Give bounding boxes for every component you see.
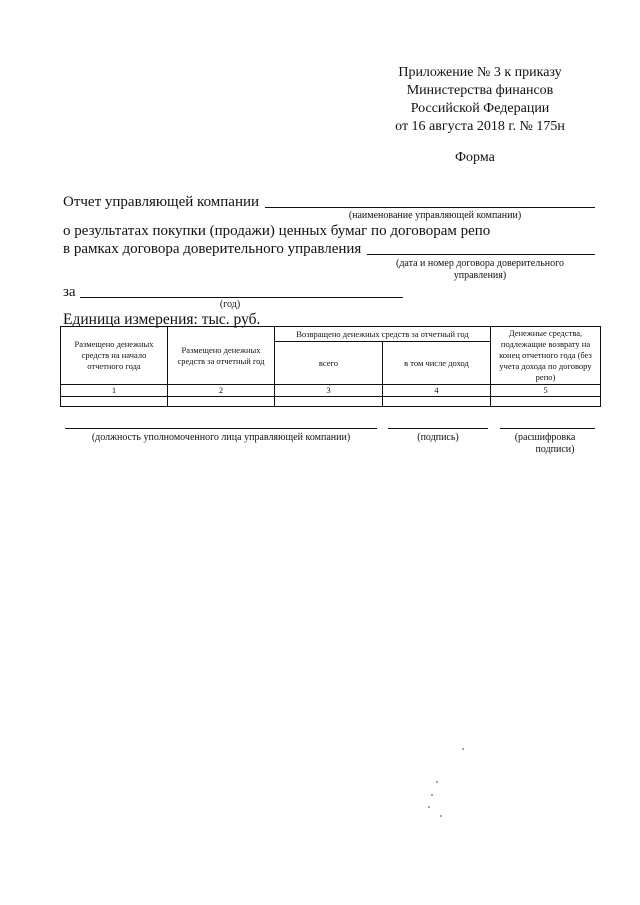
col-header-to-return: Денежные средства, подлежащие возврату на конец отчетного года (без учета дохода по договору репо) [491, 327, 601, 385]
appendix-line-4: от 16 августа 2018 г. № 175н [395, 119, 565, 134]
year-caption: (год) [219, 299, 241, 310]
cell-placed-start[interactable] [61, 397, 168, 407]
scan-speck [436, 781, 438, 783]
col-header-placed-year: Размещено денежных средств за отчетный год [168, 327, 275, 385]
scan-speck [428, 806, 430, 808]
col-header-total: всего [275, 342, 383, 385]
decoding-caption-line-1: (расшифровка [514, 432, 576, 443]
table-row [61, 397, 601, 407]
report-title-prefix: Отчет управляющей компании [63, 194, 260, 210]
company-name-caption: (наименование управляющей компании) [348, 210, 522, 221]
signature-field[interactable] [388, 428, 488, 429]
position-caption: (должность уполномоченного лица управляющей компании) [91, 432, 351, 443]
cell-returned-total[interactable] [275, 397, 383, 407]
decoding-caption-line-2: подписи) [535, 444, 575, 455]
scan-speck [462, 748, 464, 750]
year-field[interactable] [80, 297, 403, 298]
signature-decoding-field[interactable] [500, 428, 595, 429]
contract-caption-line-1: (дата и номер договора доверительного [396, 258, 564, 269]
col-number-1: 1 [61, 385, 168, 397]
contract-caption-line-2: управления) [453, 270, 507, 281]
scan-speck [440, 815, 442, 817]
cell-placed-year[interactable] [168, 397, 275, 407]
col-number-3: 3 [275, 385, 383, 397]
signature-decoding-caption [495, 432, 595, 456]
col-group-returned: Возвращено денежных средств за отчетный год [275, 327, 491, 342]
report-subject-line: о результатах покупки (продажи) ценных бумаг по договорам репо [63, 223, 491, 239]
contract-caption [380, 258, 580, 282]
appendix-header [370, 64, 590, 136]
unit-of-measure: Единица измерения: тыс. руб. [63, 311, 261, 328]
col-number-2: 2 [168, 385, 275, 397]
signature-caption: (подпись) [417, 432, 459, 443]
col-number-5: 5 [491, 385, 601, 397]
cell-to-return[interactable] [491, 397, 601, 407]
report-table [60, 326, 601, 407]
appendix-line-1: Приложение № 3 к приказу [398, 65, 562, 80]
period-prefix: за [63, 284, 76, 300]
column-numbers-row [61, 385, 601, 397]
col-header-placed-start: Размещено денежных средств на начало отчетного года [61, 327, 168, 385]
appendix-line-2: Министерства финансов [406, 83, 554, 98]
scan-speck [431, 794, 433, 796]
position-field[interactable] [65, 428, 377, 429]
cell-returned-income[interactable] [383, 397, 491, 407]
col-number-4: 4 [383, 385, 491, 397]
contract-field[interactable] [367, 254, 595, 255]
form-label: Форма [455, 150, 495, 165]
col-header-income: в том числе доход [383, 342, 491, 385]
company-name-field[interactable] [265, 207, 595, 208]
trust-contract-prefix: в рамках договора доверительного управления [63, 241, 362, 257]
appendix-line-3: Российской Федерации [410, 101, 550, 116]
